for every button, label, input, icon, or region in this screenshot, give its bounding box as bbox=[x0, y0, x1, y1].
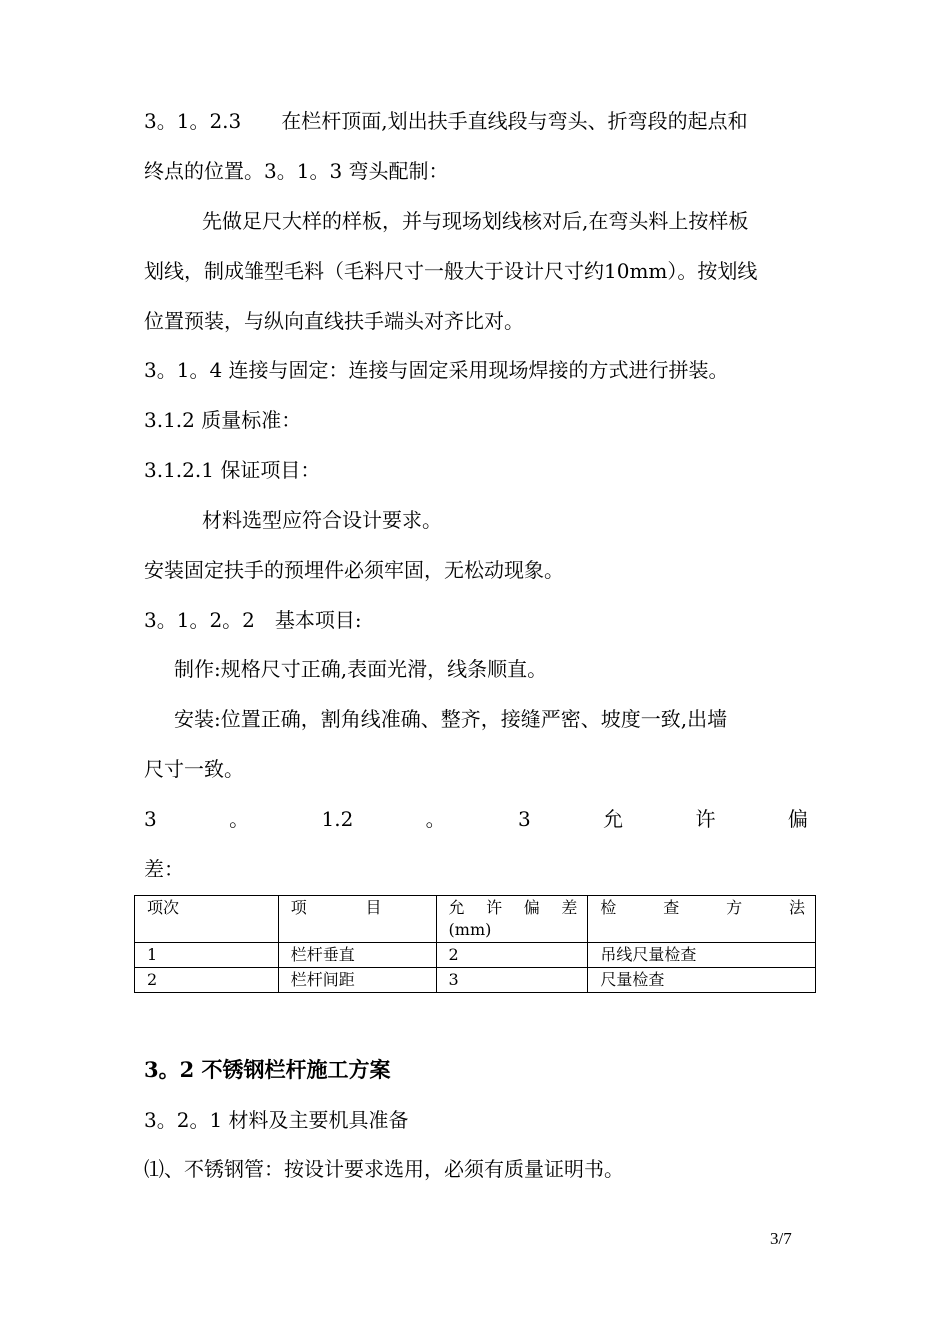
cell-no: 2 bbox=[135, 968, 279, 993]
section-heading: 3。2 不锈钢栏杆施工方案 bbox=[144, 1057, 391, 1082]
paragraph-line: 3。1。4 连接与固定：连接与固定采用现场焊接的方式进行拼装。 bbox=[144, 358, 729, 382]
paragraph-line: 差： bbox=[144, 857, 184, 881]
justified-part: 1.2 bbox=[321, 807, 354, 831]
cell-method: 吊线尺量检查 bbox=[588, 943, 816, 968]
paragraph-line: ⑴、不锈钢管：按设计要求选用，必须有质量证明书。 bbox=[144, 1157, 624, 1181]
justified-part: 。 bbox=[425, 807, 446, 831]
cell-tolerance: 2 bbox=[436, 943, 588, 968]
cell-tolerance: 3 bbox=[436, 968, 588, 993]
paragraph-line: 3.1.2.1 保证项目： bbox=[144, 458, 321, 482]
header-cell-no: 项次 bbox=[135, 896, 279, 943]
justified-part: 许 bbox=[695, 807, 716, 831]
cell-method: 尺量检查 bbox=[588, 968, 816, 993]
justified-part: 偏 bbox=[787, 807, 808, 831]
paragraph-line: 3。1。2.3 在栏杆顶面,划出扶手直线段与弯头、折弯段的起点和 bbox=[144, 109, 748, 133]
header-cell-tolerance: 允 许 偏 差 (mm) bbox=[436, 896, 588, 943]
table-header-row bbox=[135, 896, 816, 943]
cell-item: 栏杆垂直 bbox=[278, 943, 436, 968]
tolerance-unit: (mm) bbox=[448, 920, 492, 939]
paragraph-line: 3。1。2。2 基本项目: bbox=[144, 608, 362, 632]
paragraph-line: 先做足尺大样的样板，并与现场划线核对后,在弯头料上按样板 bbox=[202, 209, 749, 233]
justified-part: 3 bbox=[518, 807, 531, 831]
paragraph-line: 材料选型应符合设计要求。 bbox=[202, 508, 442, 532]
page-number: 3/7 bbox=[770, 1229, 792, 1248]
paragraph-line: 安装:位置正确，割角线准确、整齐，接缝严密、坡度一致,出墙 bbox=[174, 707, 728, 731]
paragraph-line: 尺寸一致。 bbox=[144, 757, 244, 781]
paragraph-line: 安装固定扶手的预埋件必须牢固，无松动现象。 bbox=[144, 558, 564, 582]
tolerance-table bbox=[134, 895, 816, 993]
paragraph-line: 制作:规格尺寸正确,表面光滑，线条顺直。 bbox=[174, 657, 548, 681]
table-row bbox=[135, 943, 816, 968]
table-row bbox=[135, 968, 816, 993]
justified-line bbox=[144, 806, 808, 832]
header-cell-item: 项 目 bbox=[278, 896, 436, 943]
paragraph-line: 划线，制成雏型毛料（毛料尺寸一般大于设计尺寸约10mm）。按划线 bbox=[144, 259, 758, 283]
justified-part: 。 bbox=[229, 807, 250, 831]
cell-item: 栏杆间距 bbox=[278, 968, 436, 993]
subsection-title: 3。2。1 材料及主要机具准备 bbox=[144, 1108, 409, 1132]
header-cell-method: 检 查 方 法 bbox=[588, 896, 816, 943]
cell-no: 1 bbox=[135, 943, 279, 968]
paragraph-line: 3.1.2 质量标准： bbox=[144, 408, 302, 432]
paragraph-line: 位置预装，与纵向直线扶手端头对齐比对。 bbox=[144, 309, 524, 333]
justified-part: 3 bbox=[144, 807, 157, 831]
justified-part: 允 bbox=[603, 807, 624, 831]
paragraph-line: 终点的位置。3。1。3 弯头配制： bbox=[144, 159, 449, 183]
